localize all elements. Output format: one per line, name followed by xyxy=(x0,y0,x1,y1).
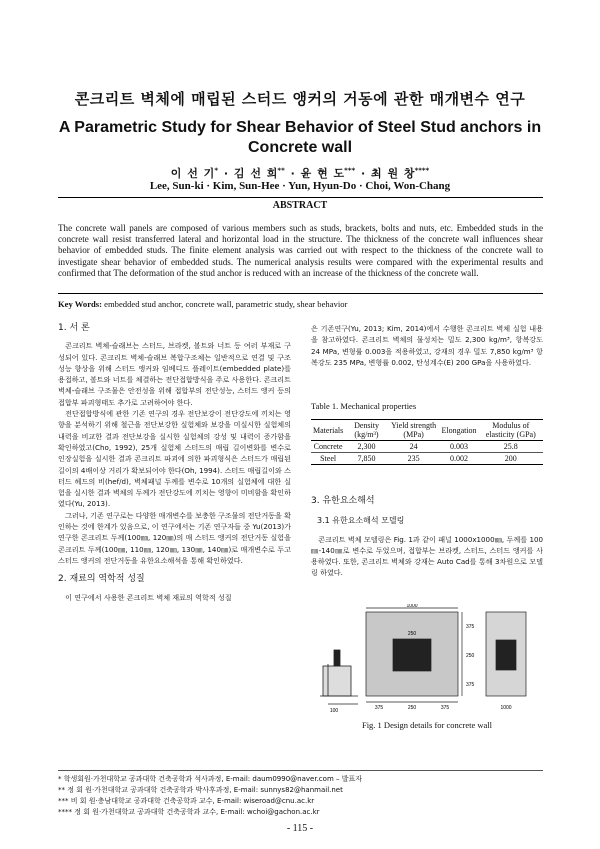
section-3-1-title: 3.1 유한요소해석 모델링 xyxy=(317,516,405,526)
dim-label: 1000 xyxy=(500,705,512,711)
side-view xyxy=(320,650,358,704)
dim-label: 100 xyxy=(329,708,339,714)
author-sep: · xyxy=(360,167,366,180)
author-3: 윤 현 도 xyxy=(300,167,345,180)
abstract-top-rule xyxy=(58,197,543,198)
table-cell: 235 xyxy=(388,453,440,465)
figure-1-caption: Fig. 1 Design details for concrete wall xyxy=(361,720,493,730)
dim-label: 250 xyxy=(407,631,417,637)
table-cell: 0.003 xyxy=(439,441,478,453)
table-header: Elongation xyxy=(439,420,478,441)
author-2: 김 선 희 xyxy=(233,167,278,180)
front-view xyxy=(366,608,462,702)
table-cell: Steel xyxy=(311,453,345,465)
left-column xyxy=(58,323,291,603)
author-4: 최 원 창 xyxy=(371,167,415,180)
mechanical-properties-table xyxy=(311,419,543,465)
keywords-text: embedded stud anchor, concrete wall, parametric study, shear behavior xyxy=(104,299,348,309)
section-3-para-1: 콘크리트 벽체 모델링은 Fig. 1과 같이 패널 1000x1000㎜, 두께를 100㎜-140㎜로 변수로 두었으며, 접합부는 브라켓, 스터드, 스터드 앵커를 사용하였다. 또한, 콘크리트 벽체와 강재는 Auto Cad를 통해 3차원으로 모델링 하였다. xyxy=(311,534,543,578)
authors-korean xyxy=(0,165,600,181)
footnote-rule xyxy=(58,770,543,771)
table-header: Modulus of elasticity (GPa) xyxy=(479,420,543,441)
footnotes xyxy=(58,774,543,818)
table-cell: 25.8 xyxy=(479,441,543,453)
footnote-1: * 학생회원·가천대학교 공과대학 건축공학과 석사과정, E-mail: daum0990@naver.com – 발표자 xyxy=(58,775,362,783)
author-sep: · xyxy=(223,167,229,180)
keywords-label: Key Words: xyxy=(58,299,103,309)
section-3-title: 3. 유한요소해석 xyxy=(311,496,375,506)
abstract-text: The concrete wall panels are composed of various members such as studs, brackets, bolts and nuts, etc. Embedded studs in the concrete wall resist transferred lateral and horizontal load in the structure. The thickness of the concrete wall influences shear behavior of embedded studs. The finite element analysis was carried out with respect to the thickness of the concrete wall to investigate shear behavior of embedded studs. The numerical analysis results were compared with the experimental results and confirmed that The deformation of the stud anchor is reduced with an increase of the thickness of the concrete wall. xyxy=(58,223,543,278)
section-2-para-1: 이 연구에서 사용한 콘크리트 벽체 재료의 역학적 성질 xyxy=(65,592,232,602)
page-number: - 115 - xyxy=(286,823,314,834)
dim-label: 375 xyxy=(466,624,475,630)
figure-1-drawing xyxy=(318,604,543,714)
table-cell: 24 xyxy=(388,441,440,453)
table-cell: 2,300 xyxy=(345,441,388,453)
dim-label: 1000 xyxy=(406,604,418,609)
table-cell: Concrete xyxy=(311,441,345,453)
section-1-title: 1. 서 론 xyxy=(58,323,90,333)
right-para-1: 은 기존연구(Yu, 2013; Kim, 2014)에서 수행한 콘크리트 벽체 실험 내용을 참고하였다. 콘크리트 벽체의 물성치는 밀도 2,300 kg/m³, 항복강도 24 MPa, 변형률 0.003을 적용하였고, 강재의 경우 밀도 7,850 kg/m³ 항복강도 235 MPa, 변형률 0.002, 탄성계수(E) 200 GPa을 사용하였다. xyxy=(311,324,543,367)
author-2-mark: ** xyxy=(277,166,285,175)
title-english: A Parametric Study for Shear Behavior of Steel Stud anchors in Concrete wall xyxy=(58,119,542,156)
dim-label: 375 xyxy=(466,682,475,688)
authors-english: Lee, Sun-ki · Kim, Sun-Hee · Yun, Hyun-Do · Choi, Won-Chang xyxy=(149,180,451,192)
table-header: Density (kg/m³) xyxy=(345,420,388,441)
author-4-mark: **** xyxy=(414,166,430,175)
author-1: 이 선 기 xyxy=(170,167,215,180)
section-1-para-3: 그러나, 기존 연구로는 다양한 매개변수를 보충한 구조물의 전단거동을 확인하는 것에 한계가 있음으로, 이 연구에서는 기존 연구자들 중 Yu(2013)가 연구한 콘크리트 두께(100㎜, 120㎜)의 매 스터드 앵커의 전단거동 실험을 콘크리트 두께(100㎜, 110㎜, 120㎜, 130㎜, 140㎜)로 매개변수로 두고 스터드 앵커의 전단거동을 유한요소해석을 통해 확인하였다. xyxy=(58,510,291,565)
abstract-bottom-rule xyxy=(58,293,543,294)
footnote-3: *** 비 회 원·충남대학교 공과대학 건축공학과 교수, E-mail: wiseroad@cnu.ac.kr xyxy=(58,797,315,805)
footnote-4: **** 정 회 원·가천대학교 공과대학 건축공학과 교수, E-mail: wchoi@gachon.ac.kr xyxy=(58,808,320,816)
dim-label: 375 xyxy=(374,705,384,711)
keywords xyxy=(58,299,543,309)
table-row xyxy=(311,441,543,453)
table-cell: 200 xyxy=(479,453,543,465)
dim-label: 375 xyxy=(440,705,450,711)
table-caption: Table 1. Mechanical properties xyxy=(311,401,417,411)
author-1-mark: * xyxy=(214,166,218,175)
table-cell: 7,850 xyxy=(345,453,388,465)
right-column-section-3 xyxy=(311,496,543,579)
plan-view xyxy=(486,612,526,696)
section-1-para-2: 전단접합방식에 관한 기존 연구의 경우 전단보강이 전단강도에 끼치는 영향을 분석하기 위해 철근을 전단보강한 실험체와 보강을 미실시한 실험체의 내력을 비교한 결과 전단보강을 실시한 실험체의 강성 및 내력이 증가함을 확인하였고(Cho, 1992), 25개 실험체 스터드의 매립 길이변화를 변수로 인장실험을 실시한 결과 콘크리트 파괴에 의한 파괴형식은 스터드가 매립된 길이의 4배이상 거리가 확보되어야 한다(Oh, 1994). 스터드 매립길이와 스터드 헤드의 비(hef/d), 벽체패널 두께를 변수로 10개의 실험체에 대한 실험을 실시한 결과 벽체의 두께가 전단강도에 끼치는 영향이 미비함을 확인하였다(Yu, 2013). xyxy=(58,409,291,509)
table-row xyxy=(311,453,543,465)
table-cell: 0.002 xyxy=(439,453,478,465)
footnote-2: ** 정 회 원·가천대학교 공과대학 건축공학과 박사후과정, E-mail: sunnys82@hanmail.net xyxy=(58,786,343,794)
right-column-text xyxy=(311,323,543,368)
section-2-title: 2. 재료의 역학적 성질 xyxy=(58,574,145,585)
dim-label: 250 xyxy=(407,705,417,711)
table-header: Materials xyxy=(311,420,345,441)
table-header: Yield strength (MPa) xyxy=(388,420,440,441)
section-1-para-1: 콘크리트 벽체-슬래브는 스터드, 브라켓, 볼트와 너트 등 여러 부재로 구성되어 있다. 콘크리트 벽체-슬래브 복합구조체는 일반적으로 연결 및 구조성능 향상을 위해 스터드 앵커와 임베디드 플레이트(embedded plate)를 용접하고, 볼트와 너트를 체결하는 전단접합방식을 주로 사용한다. 콘크리트 벽체-슬래브 구조물은 안전성을 위해 접합부의 전단성능, 스터드 앵커 등의 접합부 파괴형태도 추가로 고려하여야 한다. xyxy=(58,341,291,407)
author-3-mark: *** xyxy=(344,166,356,175)
title-korean: 콘크리트 벽체에 매립된 스터드 앵커의 거동에 관한 매개변수 연구 xyxy=(74,90,526,108)
dim-label: 250 xyxy=(466,653,475,659)
author-sep: · xyxy=(290,167,295,180)
abstract-heading: ABSTRACT xyxy=(272,200,328,211)
